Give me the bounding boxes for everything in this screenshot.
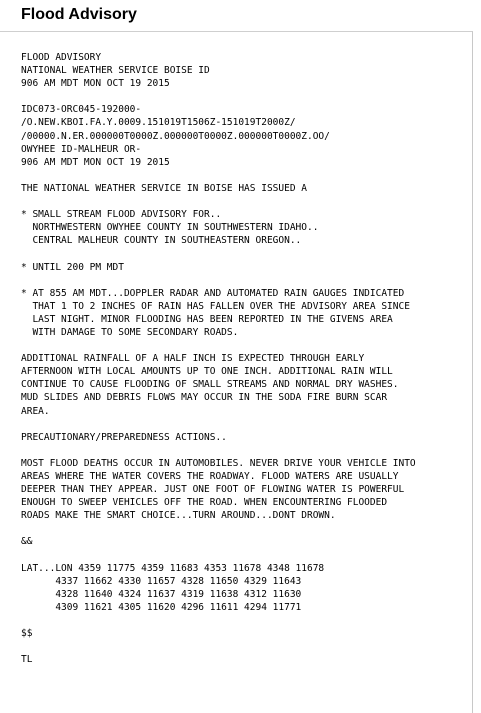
bulletin-text: FLOOD ADVISORY NATIONAL WEATHER SERVICE BOISE ID 906 AM MDT MON OCT 19 2015 IDC073-ORC045-192000- /O.NEW.KBOI.FA.Y.0009.151019T1506Z-151019T2000Z/ /00000.N.ER.000000T0000Z.000000T0000Z.000000T0000Z.OO/ OWYHEE ID-MALHEUR OR- 906 AM MDT MON OCT 19 2015 THE NATIONAL WEATHER SERVICE IN BOISE HAS ISSUED A * SMALL STREAM FLOOD ADVISORY FOR.. NORTHWESTERN OWYHEE COUNTY IN SOUTHWESTERN IDAHO.. CENTRAL MALHEUR COUNTY IN SOUTHEASTERN OREGON.. * UNTIL 200 PM MDT * AT 855 AM MDT...DOPPLER RADAR AND AUTOMATED RAIN GAUGES INDICATED THAT 1 TO 2 INCHES OF RAIN HAS FALLEN OVER THE ADVISORY AREA SINCE LAST NIGHT. MINOR FLOODING HAS BEEN REPORTED IN THE GIVENS AREA WITH DAMAGE TO SOME SECONDARY ROADS. ADDITIONAL RAINFALL OF A HALF INCH IS EXPECTED THROUGH EARLY AFTERNOON WITH LOCAL AMOUNTS UP TO ONE INCH. ADDITIONAL RAIN WILL CONTINUE TO CAUSE FLOODING OF SMALL STREAMS AND NORMAL DRY WASHES. MUD SLIDES AND DEBRIS FLOWS MAY OCCUR IN THE SODA FIRE BURN SCAR AREA. PRECAUTIONARY/PREPAREDNESS ACTIONS.. MOST FLOOD DEATHS OCCUR IN AUTOMOBILES. NEVER DRIVE YOUR VEHICLE INTO AREAS WHERE THE WATER COVERS THE ROADWAY. FLOOD WATERS ARE USUALLY DEEPER THAN THEY APPEAR. JUST ONE FOOT OF FLOWING WATER IS POWERFUL ENOUGH TO SWEEP VEHICLES OFF THE ROAD. WHEN ENCOUNTERING FLOODED ROADS MAKE THE SMART CHOICE...TURN AROUND...DONT DROWN. && LAT...LON 4359 11775 4359 11683 4353 11678 4348 11678 4337 11662 4330 11657 4328 11650 4329 11643 4328 11640 4324 11637 4319 11638 4312 11630 4309 11621 4305 11620 4296 11611 4294 11771 $$ TL: [21, 52, 416, 666]
page-title: Flood Advisory: [21, 6, 137, 23]
